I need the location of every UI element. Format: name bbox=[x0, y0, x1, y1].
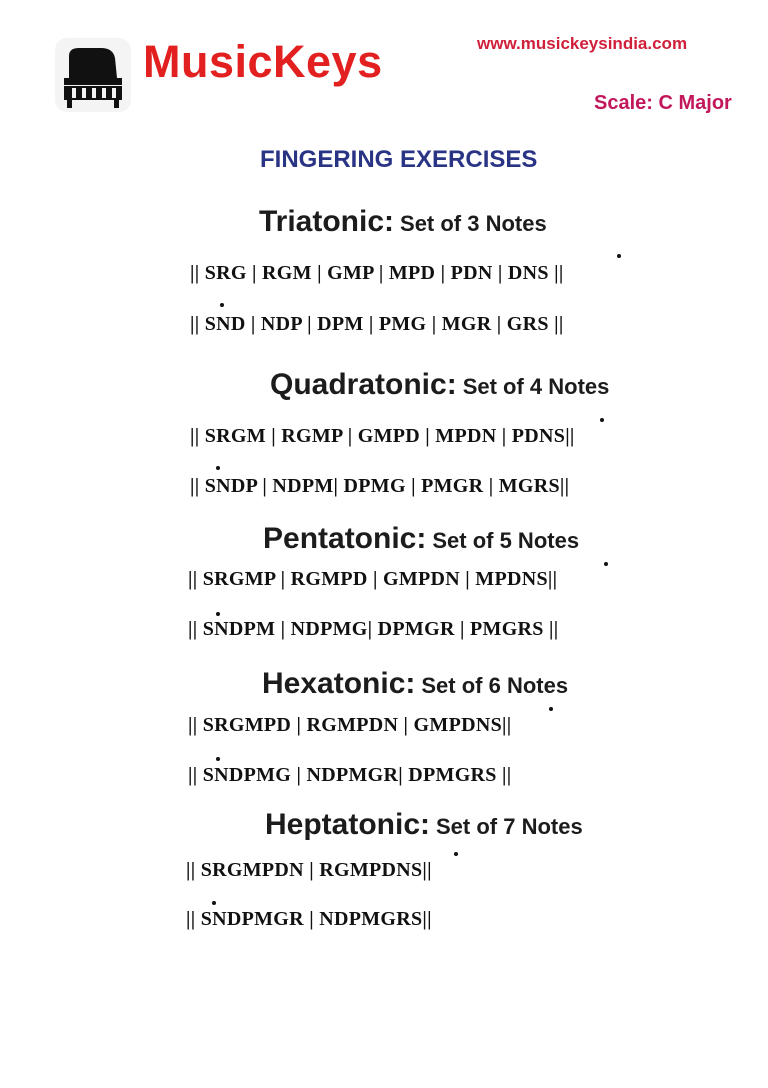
upper-octave-dot bbox=[216, 466, 220, 470]
brand-name: MusicKeys bbox=[143, 36, 383, 87]
section-name: Hexatonic: bbox=[262, 667, 416, 700]
exercise-line: || SRGMPDN | RGMPDNS|| bbox=[186, 859, 432, 881]
section-name: Pentatonic: bbox=[263, 522, 427, 555]
upper-octave-dot bbox=[454, 852, 458, 856]
website-url[interactable]: www.musickeysindia.com bbox=[477, 34, 688, 53]
section-name: Heptatonic: bbox=[265, 808, 430, 841]
section-name: Triatonic: bbox=[259, 205, 395, 238]
upper-octave-dot bbox=[216, 612, 220, 616]
grand-piano-icon bbox=[55, 38, 131, 112]
exercise-line: || SNDPMG | NDPMGR| DPMGRS || bbox=[188, 764, 512, 786]
exercise-line: || SNDPMGR | NDPMGRS|| bbox=[186, 908, 432, 930]
section-subtitle: Set of 7 Notes bbox=[436, 814, 583, 839]
section-subtitle: Set of 3 Notes bbox=[400, 211, 547, 236]
logo bbox=[55, 38, 131, 112]
exercise-line: || SRGM | RGMP | GMPD | MPDN | PDNS|| bbox=[190, 425, 575, 447]
section-heading-pentatonic bbox=[263, 522, 579, 556]
exercise-line: || SND | NDP | DPM | PMG | MGR | GRS || bbox=[190, 313, 564, 335]
exercise-line: || SRGMPD | RGMPDN | GMPDNS|| bbox=[188, 714, 512, 736]
upper-octave-dot bbox=[549, 707, 553, 711]
upper-octave-dot bbox=[604, 562, 608, 566]
upper-octave-dot bbox=[617, 254, 621, 258]
section-name: Quadratonic: bbox=[270, 368, 457, 401]
exercise-line: || SNDPM | NDPMG| DPMGR | PMGRS || bbox=[188, 618, 559, 640]
exercise-line: || SRGMP | RGMPD | GMPDN | MPDNS|| bbox=[188, 568, 558, 590]
exercise-line: || SRG | RGM | GMP | MPD | PDN | DNS || bbox=[190, 262, 564, 284]
upper-octave-dot bbox=[216, 757, 220, 761]
section-subtitle: Set of 5 Notes bbox=[432, 528, 580, 553]
section-heading-hexatonic bbox=[262, 667, 568, 701]
exercise-line: || SNDP | NDPM| DPMG | PMGR | MGRS|| bbox=[190, 475, 570, 497]
upper-octave-dot bbox=[220, 303, 224, 307]
upper-octave-dot bbox=[212, 901, 216, 905]
section-heading-triatonic bbox=[259, 205, 547, 239]
section-heading-quadratonic bbox=[270, 368, 609, 402]
section-subtitle: Set of 4 Notes bbox=[462, 374, 610, 399]
upper-octave-dot bbox=[600, 418, 604, 422]
section-subtitle: Set of 6 Notes bbox=[421, 673, 569, 698]
scale-label: Scale: C Major bbox=[594, 92, 732, 114]
page-title: FINGERING EXERCISES bbox=[260, 146, 538, 173]
section-heading-heptatonic bbox=[265, 808, 583, 842]
